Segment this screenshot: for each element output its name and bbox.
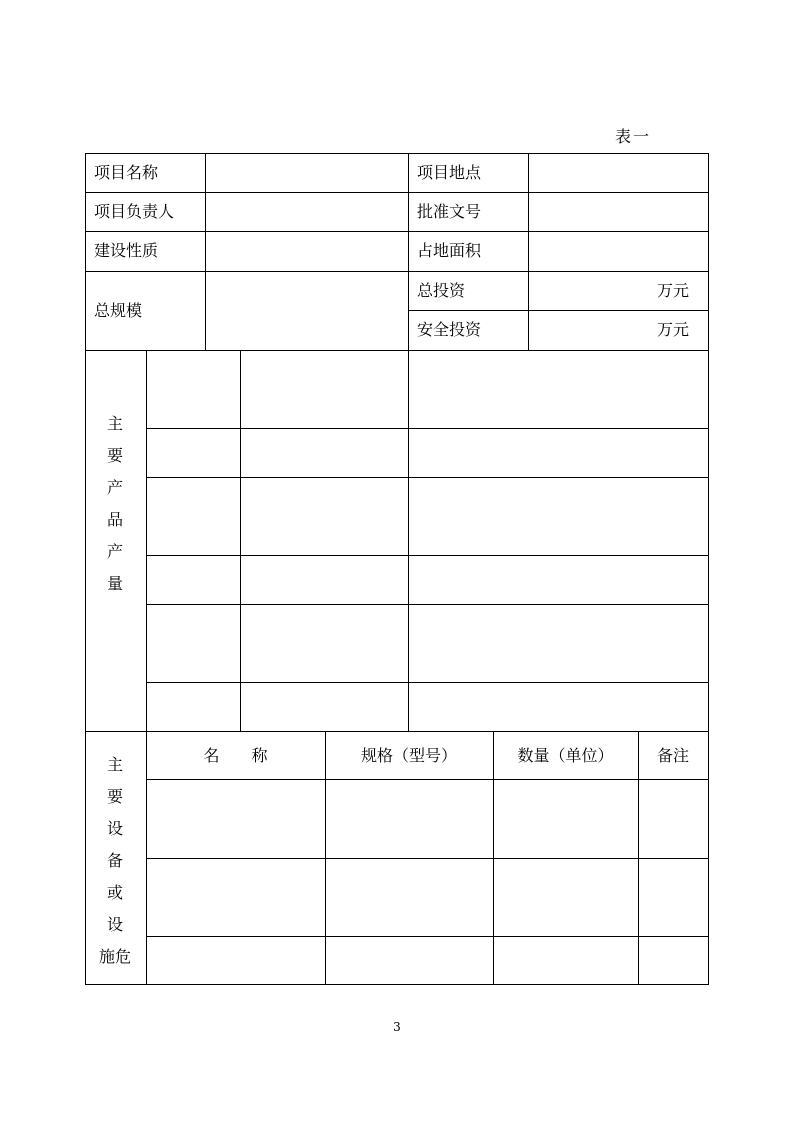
equipment-name-header: 名 称 xyxy=(203,746,268,765)
vertical-char: 要 xyxy=(106,446,123,465)
page-number: 3 xyxy=(393,1020,401,1034)
equipment-spec-header: 规格（型号） xyxy=(360,746,457,765)
vertical-char: 要 xyxy=(106,787,123,806)
land-area-label: 占地面积 xyxy=(417,241,482,260)
project-form-table xyxy=(85,153,709,985)
safety-investment-label: 安全投资 xyxy=(417,320,482,339)
main-products-output-label xyxy=(103,408,127,600)
border-left xyxy=(85,153,86,985)
row-line xyxy=(146,428,709,429)
vertical-char: 主 xyxy=(106,414,123,433)
row-line xyxy=(85,271,709,272)
vertical-char: 或 xyxy=(106,883,123,902)
vertical-char: 品 xyxy=(106,510,123,529)
row-line xyxy=(146,604,709,605)
col-line xyxy=(408,350,409,731)
row-line xyxy=(146,477,709,478)
vertical-char: 备 xyxy=(106,851,123,870)
border-right xyxy=(708,153,709,985)
col-line xyxy=(146,350,147,984)
project-leader-label: 项目负责人 xyxy=(94,202,175,221)
border-top xyxy=(85,153,709,154)
col-line xyxy=(528,153,529,350)
vertical-char: 设 xyxy=(106,915,123,934)
row-line xyxy=(146,779,709,780)
col-line xyxy=(205,153,206,350)
project-location-label: 项目地点 xyxy=(417,163,482,182)
safety-investment-unit: 万元 xyxy=(657,320,690,339)
approval-number-label: 批准文号 xyxy=(417,202,482,221)
row-line xyxy=(146,858,709,859)
project-name-label: 项目名称 xyxy=(94,163,159,182)
row-line xyxy=(85,231,709,232)
border-bottom xyxy=(85,984,709,985)
total-investment-label: 总投资 xyxy=(417,281,466,300)
vertical-char: 主 xyxy=(106,755,123,774)
col-line xyxy=(240,350,241,731)
row-line xyxy=(85,192,709,193)
equipment-remarks-header: 备注 xyxy=(656,746,689,765)
table-label: 表一 xyxy=(615,127,652,146)
row-line xyxy=(146,682,709,683)
main-equipment-label xyxy=(94,749,136,973)
row-line xyxy=(85,731,709,732)
row-line xyxy=(146,936,709,937)
col-line xyxy=(408,153,409,350)
vertical-char: 量 xyxy=(106,574,123,593)
row-line xyxy=(85,350,709,351)
vertical-char: 产 xyxy=(106,478,123,497)
total-investment-unit: 万元 xyxy=(657,281,690,300)
vertical-char: 产 xyxy=(106,542,123,561)
equipment-quantity-header: 数量（单位） xyxy=(517,746,614,765)
total-scale-label: 总规模 xyxy=(94,301,143,320)
vertical-char: 施危 xyxy=(98,947,131,966)
row-line xyxy=(146,555,709,556)
construction-nature-label: 建设性质 xyxy=(94,241,159,260)
row-line xyxy=(408,310,709,311)
vertical-char: 设 xyxy=(106,819,123,838)
